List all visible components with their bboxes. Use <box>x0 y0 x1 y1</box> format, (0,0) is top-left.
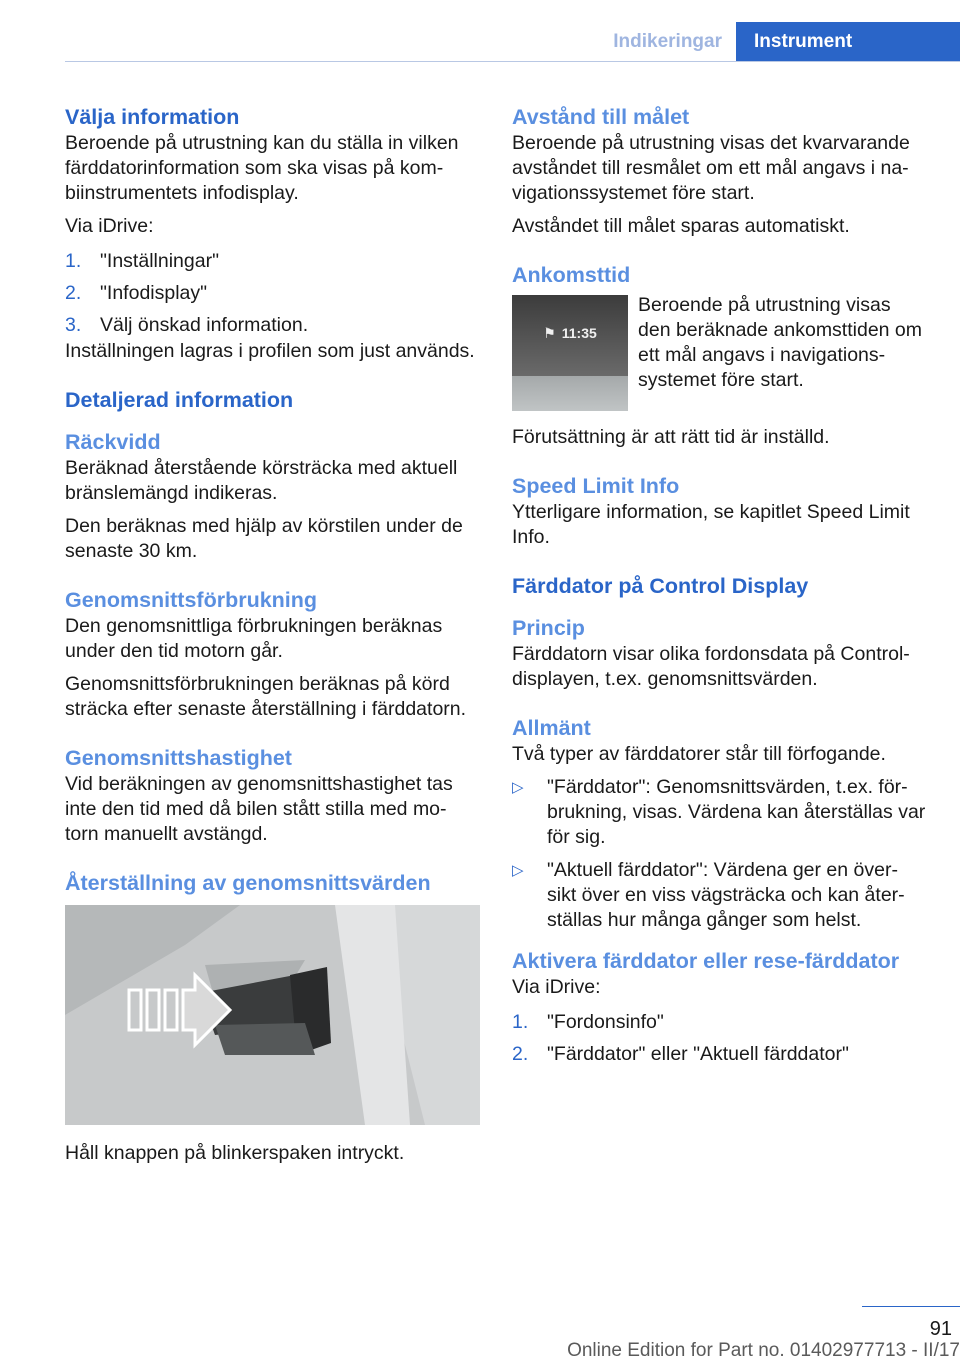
step-number: 2. <box>65 282 82 304</box>
paragraph: Genomsnittsförbrukningen beräknas på körd sträcka efter senaste återställning i färddatorn. <box>65 673 467 720</box>
footer-divider <box>862 1306 960 1307</box>
list-item <box>65 249 480 274</box>
step-list <box>512 1010 927 1067</box>
paragraph: Avståndet till målet sparas automatiskt. <box>512 215 850 237</box>
arrival-clock: 11:35 <box>561 325 597 341</box>
paragraph: Vid beräkningen av genomsnittshastighet tas inte den tid med då bilen stått stilla med mo-torn manuellt avstängd. <box>65 773 453 845</box>
paragraph: Den genomsnittliga förbrukningen beräknas under den tid motorn går. <box>65 615 443 662</box>
left-column <box>65 103 480 1174</box>
heading-princip: Princip <box>512 616 585 640</box>
step-text: "Färddator" eller "Aktuell färddator" <box>547 1043 849 1065</box>
heading-aktivera-farddator: Aktivera färddator eller rese-färddator <box>512 949 900 973</box>
list-item <box>512 775 927 850</box>
turn-signal-lever-illustration <box>65 905 480 1125</box>
list-item <box>512 1042 927 1067</box>
paragraph: Via iDrive: <box>65 215 154 237</box>
page-number: 91 <box>929 1318 952 1340</box>
heading-genomsnittshastighet: Genomsnittshastighet <box>65 746 292 770</box>
flag-icon: ⚑ <box>543 325 556 341</box>
step-text: Välj önskad information. <box>100 314 309 336</box>
heading-aterstallning: Återställning av genomsnittsvärden <box>65 871 431 895</box>
paragraph: Inställningen lagras i profilen som just används. <box>65 340 475 362</box>
step-text: "Fordonsinfo" <box>547 1011 664 1033</box>
paragraph: Färddatorn visar olika fordonsdata på Control-displayen, t.ex. genomsnittsvärden. <box>512 643 910 690</box>
list-item <box>512 1010 927 1035</box>
edition-note: Online Edition for Part no. 01402977713 - II/17 <box>567 1340 960 1361</box>
paragraph: Beräknad återstående körsträcka med aktuell bränslemängd indikeras. <box>65 457 458 504</box>
paragraph: Beroende på utrustning visas den beräknade ankomsttiden om ett mål angavs i navigations-systemet före start. <box>638 294 923 391</box>
paragraph: Ytterligare information, se kapitlet Speed Limit Info. <box>512 501 910 548</box>
list-item <box>512 858 927 933</box>
triangle-bullet-icon: ▷ <box>512 779 524 796</box>
list-item <box>65 313 480 338</box>
arrival-time-display <box>512 295 628 411</box>
step-list <box>65 249 480 338</box>
bullet-text: "Färddator": Genomsnittsvärden, t.ex. för-brukning, visas. Värdena kan återställas var för sig. <box>547 776 926 848</box>
paragraph: Förutsättning är att rätt tid är inställd. <box>512 426 830 448</box>
paragraph: Två typer av färddatorer står till förfogande. <box>512 743 886 765</box>
heading-valja-information: Välja information <box>65 105 240 129</box>
step-text: "Infodisplay" <box>100 282 208 304</box>
step-number: 1. <box>512 1011 529 1033</box>
heading-allmant: Allmänt <box>512 716 591 740</box>
step-number: 3. <box>65 314 82 336</box>
heading-avstand-till-malet: Avstånd till målet <box>512 105 690 129</box>
step-number: 1. <box>65 250 82 272</box>
heading-speed-limit-info: Speed Limit Info <box>512 474 680 498</box>
header-divider <box>65 61 960 62</box>
lever-drawing <box>65 905 480 1125</box>
heading-rackvidd: Räckvidd <box>65 430 161 454</box>
bullet-text: "Aktuell färddator": Värdena ger en över-sikt över en viss vägsträcka och kan åter-ställas hur många gånger som helst. <box>547 859 905 931</box>
step-text: "Inställningar" <box>100 250 219 272</box>
triangle-bullet-icon: ▷ <box>512 862 524 879</box>
paragraph: Den beräknas med hjälp av körstilen under de senaste 30 km. <box>65 515 463 562</box>
right-column <box>512 103 927 1074</box>
bullet-list <box>512 775 927 933</box>
paragraph: Beroende på utrustning visas det kvarvarande avståndet till resmålet om ett mål angavs i na-vigationssystemet före start. <box>512 132 910 204</box>
paragraph: Beroende på utrustning kan du ställa in vilken färddatorinformation som ska visas på kom-biinstrumentets infodisplay. <box>65 132 459 204</box>
heading-ankomsttid: Ankomsttid <box>512 263 631 287</box>
tab-indikeringar[interactable]: Indikeringar <box>613 31 722 52</box>
paragraph: Via iDrive: <box>512 976 601 998</box>
heading-genomsnittsforbrukning: Genomsnittsförbrukning <box>65 588 318 612</box>
heading-detaljerad-information: Detaljerad information <box>65 388 294 412</box>
tab-instrument[interactable]: Instrument <box>736 22 960 62</box>
heading-farddator-control-display: Färddator på Control Display <box>512 574 809 598</box>
figure-caption: Håll knappen på blinkerspaken intryckt. <box>65 1142 405 1164</box>
list-item <box>65 281 480 306</box>
arrival-time-block <box>512 291 927 411</box>
step-number: 2. <box>512 1043 529 1065</box>
